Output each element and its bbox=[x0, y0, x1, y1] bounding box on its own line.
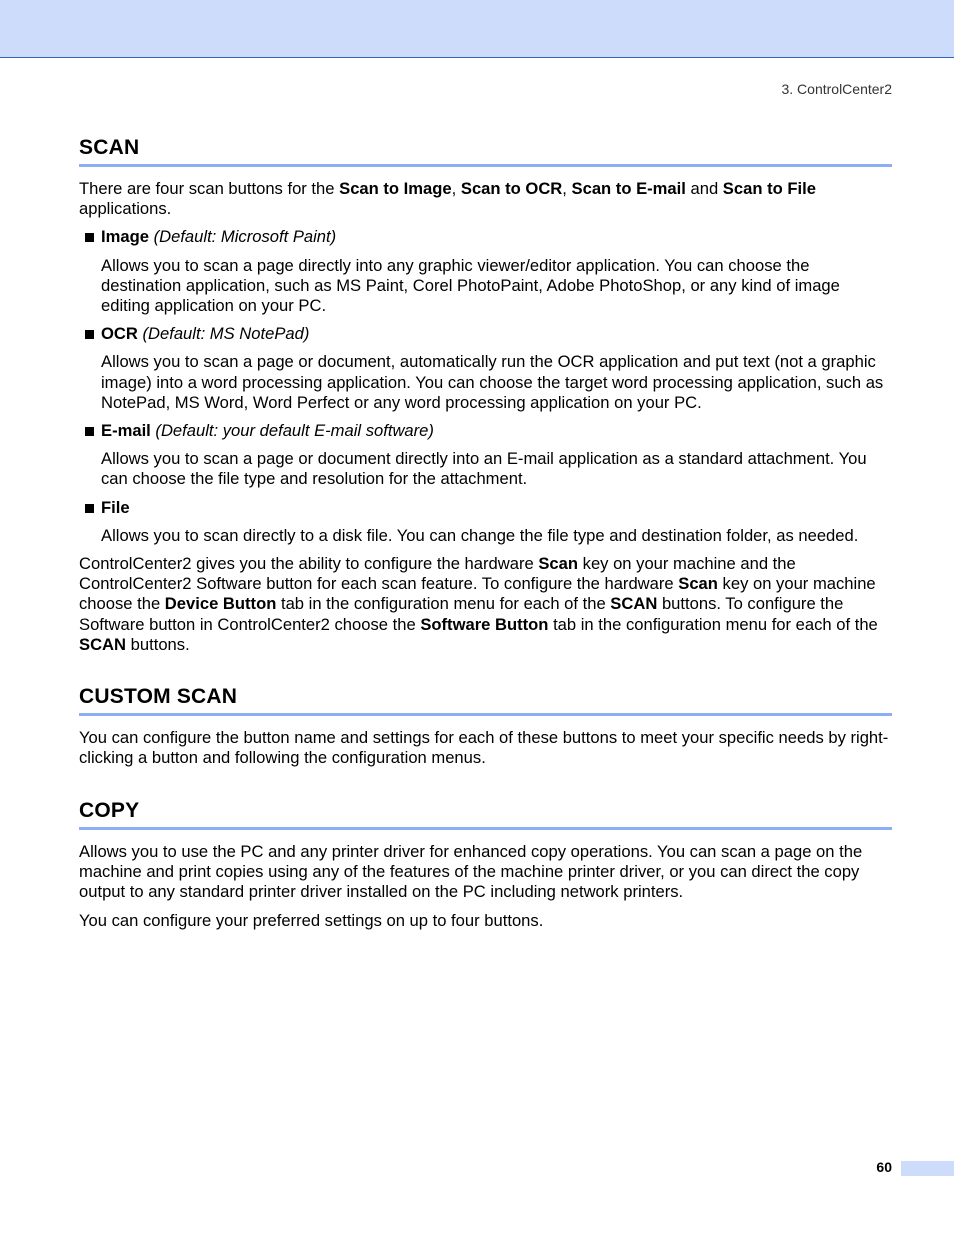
page-number-tab bbox=[901, 1161, 954, 1176]
text-run: tab in the configuration menu for each of the bbox=[276, 594, 611, 614]
bold-run: Scan bbox=[538, 554, 579, 574]
bold-run: Scan to OCR bbox=[460, 179, 563, 198]
bold-run: SCAN bbox=[610, 594, 658, 614]
list-item-ocr bbox=[79, 324, 892, 344]
item-description: Allows you to scan a page or document, automatically run the OCR application and put text (not a graphic image) into a word processing application. You can choose the target word processing application, such as NotePad, MS Word, Word Perfect or any word processing application on your PC. bbox=[101, 352, 884, 412]
header-band bbox=[0, 0, 954, 58]
scan-item-list bbox=[79, 227, 892, 546]
copy-heading: COPY bbox=[79, 799, 892, 830]
bold-run: Software Button bbox=[420, 614, 549, 634]
copy-text-1: Allows you to use the PC and any printer driver for enhanced copy operations. You can scan a page on the machine and print copies using any of the features of the machine printer driver, or you can direct the copy output to any standard printer driver installed on the PC including network printers. bbox=[79, 842, 863, 902]
list-item-email bbox=[79, 421, 892, 441]
text-run: applications. bbox=[79, 199, 172, 219]
item-description: Allows you to scan a page directly into any graphic viewer/editor application. You can choose the destination application, such as MS Paint, Corel PhotoPaint, Adobe PhotoShop, or any kind of image editing application on your PC. bbox=[101, 255, 840, 316]
bullet-square-icon bbox=[85, 504, 94, 513]
item-name: File bbox=[101, 497, 130, 517]
text-run: There are four scan buttons for the bbox=[79, 179, 340, 198]
item-default: (Default: MS NotePad) bbox=[137, 324, 310, 344]
text-run: , bbox=[562, 179, 572, 198]
page-number: 60 bbox=[876, 1159, 892, 1175]
copy-section bbox=[79, 799, 892, 931]
bullet-square-icon bbox=[85, 427, 94, 436]
custom-scan-text: You can configure the button name and settings for each of these buttons to meet your specific needs by right-clicking a button and following the configuration menus. bbox=[79, 728, 889, 768]
item-name: E-mail bbox=[101, 421, 151, 441]
list-item-image bbox=[79, 227, 892, 247]
bullet-square-icon bbox=[85, 233, 94, 242]
bold-run: Scan to E-mail bbox=[571, 179, 686, 198]
scan-section bbox=[79, 136, 892, 655]
copy-text-2: You can configure your preferred settings on up to four buttons. bbox=[79, 910, 544, 930]
text-run: key on your machine choose the bbox=[79, 574, 876, 614]
scan-config-paragraph bbox=[79, 554, 892, 655]
custom-scan-section bbox=[79, 685, 892, 768]
bold-run: Device Button bbox=[164, 594, 277, 614]
text-run: buttons. To configure the Software button in ControlCenter2 choose the bbox=[79, 594, 844, 634]
item-name: OCR bbox=[101, 324, 138, 344]
scan-heading: SCAN bbox=[79, 136, 892, 167]
text-run: ControlCenter2 gives you the ability to configure the hardware bbox=[79, 554, 539, 574]
text-run: key on your machine and the ControlCenter2 Software button for each scan feature. To configure the hardware bbox=[79, 554, 796, 594]
item-name: Image bbox=[101, 227, 149, 247]
list-item-file bbox=[79, 498, 892, 518]
scan-intro bbox=[79, 179, 892, 219]
text-run: buttons. bbox=[126, 634, 190, 654]
item-default: (Default: Microsoft Paint) bbox=[148, 227, 337, 247]
item-description: Allows you to scan a page or document directly into an E-mail application as a standard attachment. You can choose the file type and resolution for the attachment. bbox=[101, 449, 867, 489]
bold-run: SCAN bbox=[79, 634, 127, 654]
item-description: Allows you to scan directly to a disk file. You can change the file type and destination folder, as needed. bbox=[101, 525, 859, 545]
bullet-square-icon bbox=[85, 330, 94, 339]
item-default: (Default: your default E-mail software) bbox=[150, 421, 434, 441]
text-run: and bbox=[685, 179, 723, 198]
bold-run: Scan bbox=[678, 574, 718, 594]
bold-run: Scan to Image bbox=[339, 179, 452, 198]
bold-run: Scan to File bbox=[722, 179, 816, 198]
text-run: tab in the configuration menu for each of the bbox=[548, 614, 878, 634]
text-run: , bbox=[451, 179, 461, 198]
custom-scan-heading: CUSTOM SCAN bbox=[79, 685, 892, 716]
chapter-reference: 3. ControlCenter2 bbox=[781, 81, 892, 97]
